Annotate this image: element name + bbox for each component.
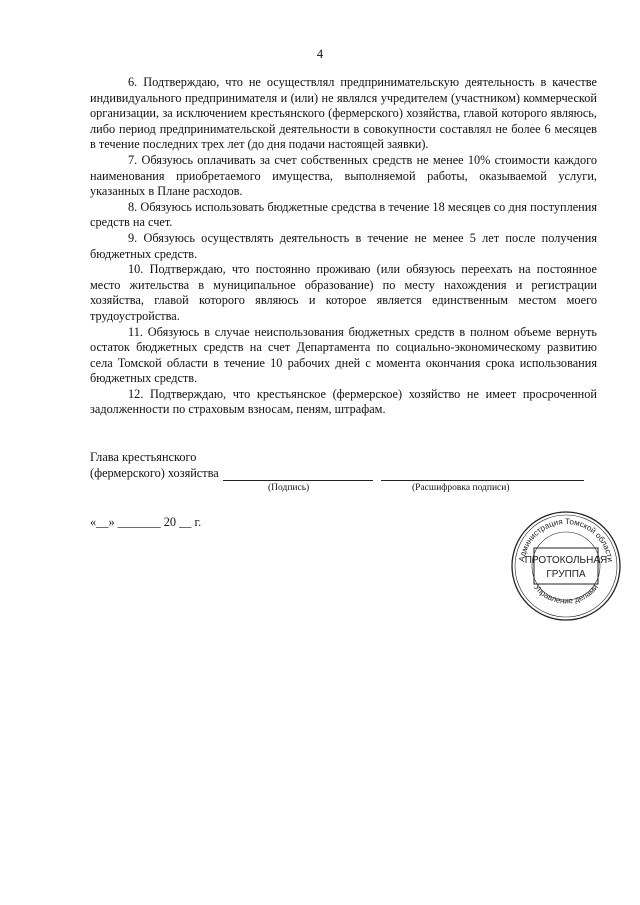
stamp-inner-line2: ГРУППА (546, 569, 586, 580)
document-body (90, 75, 597, 418)
paragraph-12: 12. Подтверждаю, что крестьянское (фермерское) хозяйство не имеет просроченной задолженности по страховым взносам, пеням, штрафам. (90, 386, 597, 417)
paragraph-8: 8. Обязуюсь использовать бюджетные средства в течение 18 месяцев со дня поступления средств на счет. (90, 199, 597, 230)
date-line: «__» _______ 20 __ г. (90, 515, 202, 529)
signature-captions (90, 481, 600, 495)
paragraph-7: 7. Обязуюсь оплачивать за счет собственных средств не менее 10% стоимости каждого наименования приобретаемого имущества, выполняемой работы, оказываемой услуги, указанных в Плане расходов. (90, 152, 597, 199)
svg-text:Управление делами (532, 583, 600, 606)
paragraph-6: 6. Подтверждаю, что не осуществлял предпринимательскую деятельность в качестве индивидуального предпринимателя и (или) не являлся учредителем (участником) коммерческой организации, за исключением крестьянского (фермерского) хозяйства, главой которого являюсь, либо период предпринимательской деятельности в совокупности составлял не более 6 месяцев в течение последних трех лет (до дня подачи настоящей заявки). (90, 75, 597, 152)
signature-decode-caption: (Расшифровка подписи) (412, 483, 510, 494)
stamp-outer-text-top: Администрация Томской области (517, 516, 615, 563)
signature-caption: (Подпись) (268, 483, 310, 494)
paragraph-10: 10. Подтверждаю, что постоянно проживаю (или обязуюсь переехать на постоянное место жительства в муниципальное образование) по месту нахождения и регистрации хозяйства, главой которого являюсь и которое является единственным местом моего трудоустройства. (90, 262, 597, 323)
signature-line (223, 466, 373, 481)
paragraph-11: 11. Обязуюсь в случае неиспользования бюджетных средств в полном объеме вернуть остаток бюджетных средств на счет Департамента по социально-экономическому развитию села Томской области в течение 10 рабочих дней с момента окончания срока использования бюджетных средств. (90, 324, 597, 386)
signature-block (90, 450, 600, 495)
stamp-outer-text-bottom: Управление делами (532, 582, 600, 606)
signature-row (90, 466, 600, 482)
stamp-inner-line1: ПРОТОКОЛЬНАЯ (524, 555, 608, 566)
signature-decode-line (381, 466, 584, 481)
page-number: 4 (316, 47, 324, 61)
paragraph-9: 9. Обязуюсь осуществлять деятельность в течение не менее 5 лет после получения бюджетных средств. (90, 230, 597, 261)
signature-label-line1: Глава крестьянского (90, 450, 197, 464)
signature-label-line2: (фермерского) хозяйства (90, 465, 219, 480)
official-stamp (510, 510, 622, 622)
